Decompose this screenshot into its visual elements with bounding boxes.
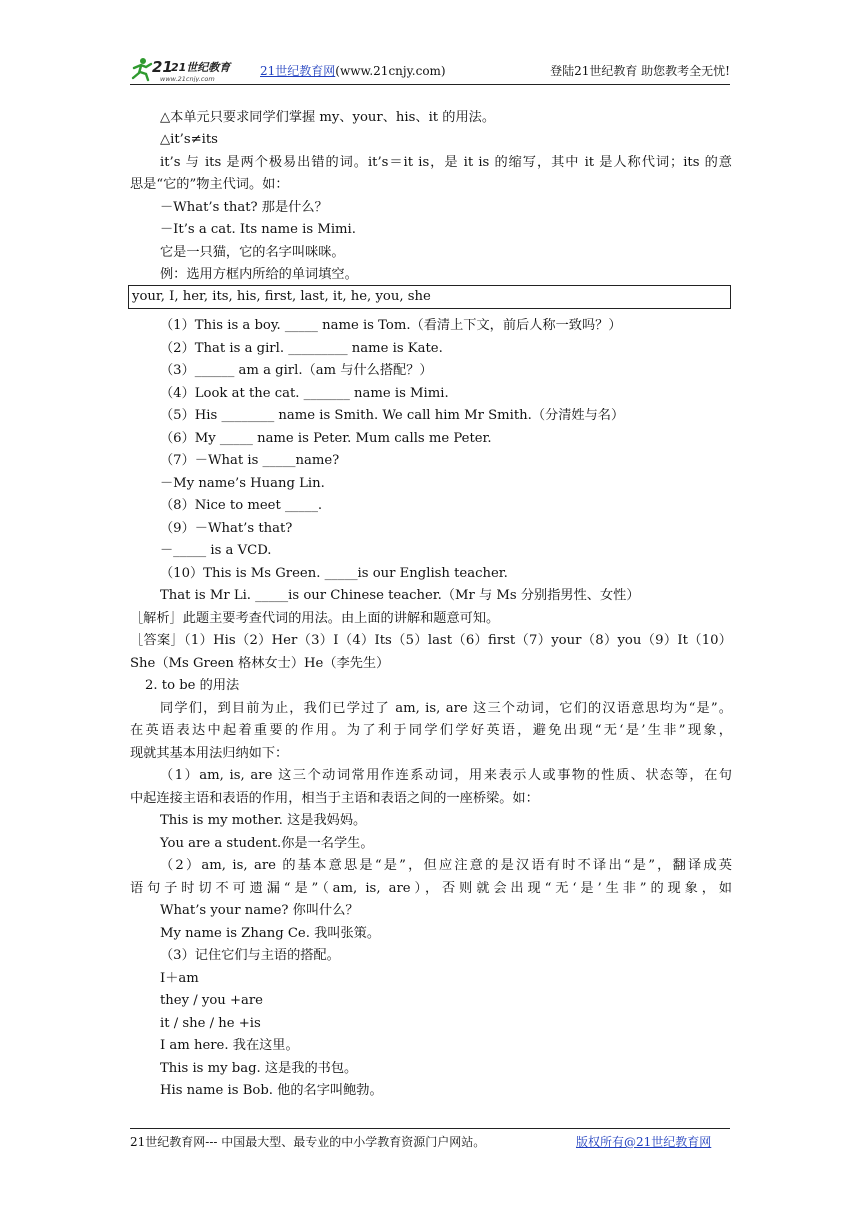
text-line: （1）am, is, are 这三个动词常用作连系动词，用来表示人或事物的性质、状态等，在句 bbox=[160, 768, 732, 783]
word-box-text: your, I, her, its, his, first, last, it, he, you, she bbox=[132, 289, 431, 304]
section-heading: 2. to be 的用法 bbox=[145, 678, 240, 693]
text-line: △本单元只要求同学们掌握 my、your、his、it 的用法。 bbox=[160, 110, 496, 125]
text-line: （2）am, is, are 的基本意思是“是”，但应注意的是汉语有时不译出“是”，翻译成英 bbox=[160, 858, 732, 873]
text-line: 语句子时切不可遗漏“是”（am, is, are），否则就会出现“无‘是’生非”的现象，如 bbox=[130, 881, 732, 896]
exercise-item: －My name’s Huang Lin. bbox=[160, 476, 325, 491]
site-url: (www.21cnjy.com) bbox=[335, 64, 446, 78]
exercise-item: （6）My _____ name is Peter. Mum calls me Peter. bbox=[160, 431, 492, 446]
svg-text:21世纪教育: 21世纪教育 bbox=[171, 61, 231, 74]
answer-line: She（Ms Green 格林女士）He（李先生） bbox=[130, 656, 390, 671]
exercise-item: （1）This is a boy. _____ name is Tom.（看清上下文，前后人称一致吗？） bbox=[160, 318, 622, 333]
copyright-link[interactable]: 版权所有@21世纪教育网 bbox=[576, 1135, 712, 1149]
text-line: －What’s that? 那是什么？ bbox=[160, 200, 328, 215]
header-slogan: 登陆21世纪教育 助您教考全无忧! bbox=[550, 64, 730, 78]
text-line: they / you +are bbox=[160, 993, 263, 1008]
footer-copyright bbox=[576, 1133, 711, 1150]
site-link[interactable]: 21世纪教育网 bbox=[260, 64, 336, 78]
text-line: 中起连接主语和表语的作用，相当于主语和表语之间的一座桥梁。如： bbox=[130, 791, 539, 806]
text-line: it / she / he +is bbox=[160, 1016, 261, 1031]
answer-line: ［答案］（1）His（2）Her（3）I（4）Its（5）last（6）first（7）your（8）you（9）It（10） bbox=[130, 633, 732, 648]
exercise-item: （8）Nice to meet _____. bbox=[160, 498, 323, 513]
analysis-line: ［解析］此题主要考查代词的用法。由上面的讲解和题意可知。 bbox=[130, 611, 500, 626]
exercise-item: －_____ is a VCD. bbox=[160, 543, 272, 558]
exercise-item: （10）This is Ms Green. _____is our English teacher. bbox=[160, 566, 508, 581]
exercise-item: （9）－What’s that? bbox=[160, 521, 293, 536]
text-line: 现就其基本用法归纳如下： bbox=[130, 746, 289, 761]
text-line: My name is Zhang Ce. 我叫张策。 bbox=[160, 926, 381, 941]
text-line: His name is Bob. 他的名字叫鲍勃。 bbox=[160, 1083, 383, 1098]
text-line: it’s 与 its 是两个极易出错的词。it’s＝it is，是 it is 的缩写，其中 it 是人称代词；its 的意 bbox=[160, 155, 732, 170]
text-line: 在英语表达中起着重要的作用。为了利于同学们学好英语，避免出现“无‘是’生非”现象， bbox=[130, 723, 732, 738]
text-line: This is my mother. 这是我妈妈。 bbox=[160, 813, 367, 828]
site-logo bbox=[130, 56, 242, 82]
text-line: △it’s≠its bbox=[160, 132, 218, 147]
footer-text: 21世纪教育网--- 中国最大型、最专业的中小学教育资源门户网站。 bbox=[130, 1135, 486, 1149]
text-line: 思是“它的”物主代词。如： bbox=[130, 177, 289, 192]
header-site bbox=[260, 62, 446, 79]
exercise-item: （2）That is a girl. _________ name is Kate. bbox=[160, 341, 443, 356]
header-divider bbox=[130, 84, 730, 85]
text-line: This is my bag. 这是我的书包。 bbox=[160, 1061, 358, 1076]
text-line: （3）记住它们与主语的搭配。 bbox=[160, 948, 340, 963]
text-line: 例：选用方框内所给的单词填空。 bbox=[160, 267, 358, 282]
svg-text:21: 21 bbox=[152, 58, 173, 76]
text-line: －It’s a cat. Its name is Mimi. bbox=[160, 222, 356, 237]
svg-text:www.21cnjy.com: www.21cnjy.com bbox=[160, 75, 215, 82]
word-box bbox=[128, 285, 731, 309]
text-line: I am here. 我在这里。 bbox=[160, 1038, 299, 1053]
text-line: You are a student.你是一名学生。 bbox=[160, 836, 374, 851]
text-line: I＋am bbox=[160, 971, 199, 986]
text-line: 它是一只猫，它的名字叫咪咪。 bbox=[160, 245, 345, 260]
page-header bbox=[130, 56, 730, 84]
text-line: 同学们，到目前为止，我们已学过了 am, is, are 这三个动词，它们的汉语意思均为“是”。 bbox=[160, 701, 732, 716]
footer-divider bbox=[130, 1128, 730, 1129]
exercise-item: （3）______ am a girl.（am 与什么搭配？） bbox=[160, 363, 433, 378]
exercise-item: That is Mr Li. _____is our Chinese teacher.（Mr 与 Ms 分别指男性、女性） bbox=[160, 588, 640, 603]
exercise-item: （5）His ________ name is Smith. We call him Mr Smith.（分清姓与名） bbox=[160, 408, 625, 423]
text-line: What’s your name? 你叫什么？ bbox=[160, 903, 359, 918]
exercise-item: （4）Look at the cat. _______ name is Mimi. bbox=[160, 386, 449, 401]
exercise-item: （7）－What is _____name? bbox=[160, 453, 340, 468]
